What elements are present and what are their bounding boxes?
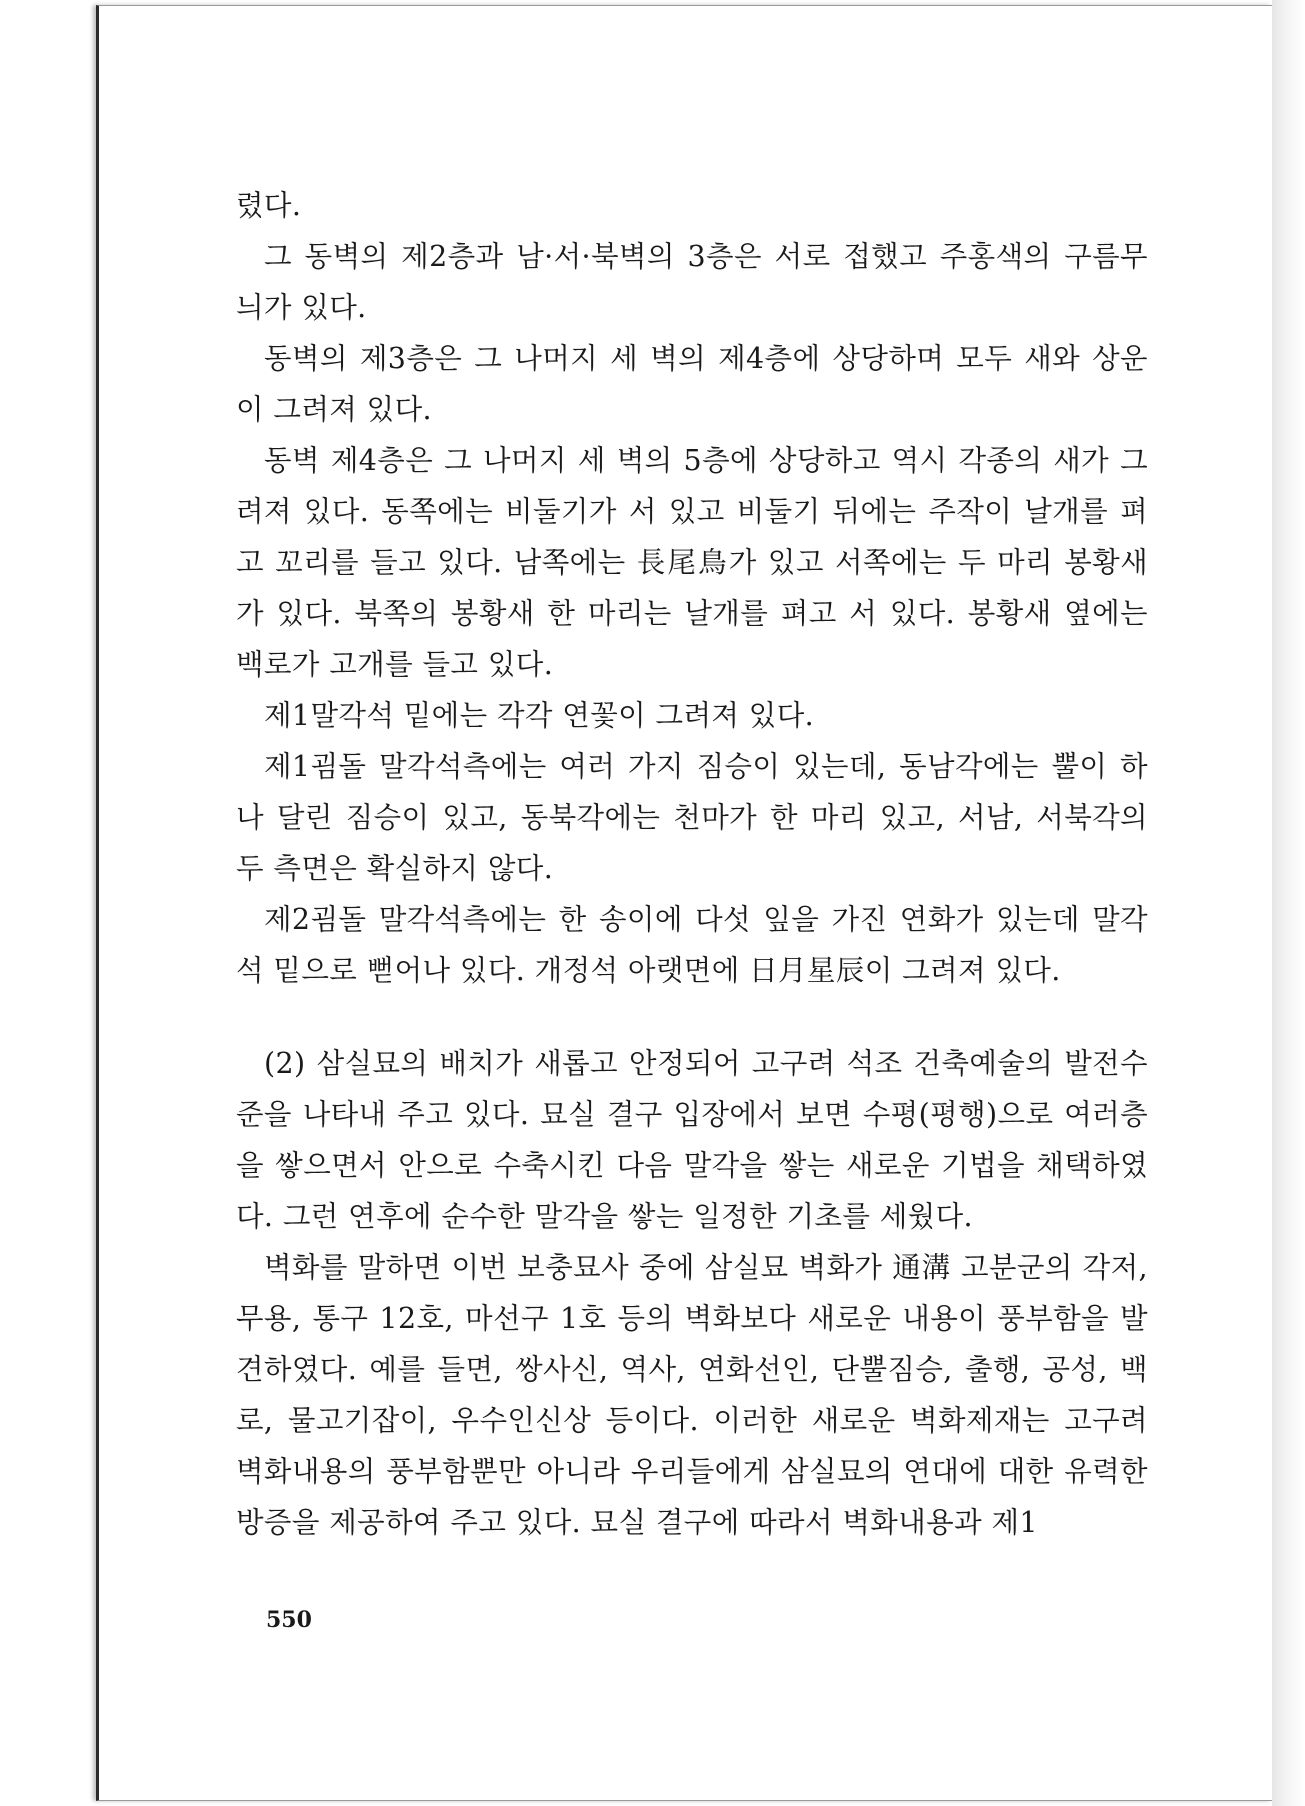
- paragraph-1: 렸다.: [236, 189, 302, 222]
- paragraph-6: 제1굄돌 말각석측에는 여러 가지 짐승이 있는데, 동남각에는 뿔이 하나 달린 짐승이 있고, 동북각에는 천마가 한 마리 있고, 서남, 서북각의 두 측면은 확실하지 않다.: [236, 750, 1148, 885]
- paragraph-8: (2) 삼실묘의 배치가 새롭고 안정되어 고구려 석조 건축예술의 발전수준을 나타내 주고 있다. 묘실 결구 입장에서 보면 수평(평행)으로 여러층을 쌓으면서 안으로 수축시킨 다음 말각을 쌓는 새로운 기법을 채택하였다. 그런 연후에 순수한 말각을 쌓는 일정한 기초를 세웠다.: [236, 1047, 1148, 1233]
- paragraph-2: 그 동벽의 제2층과 남·서·북벽의 3층은 서로 접했고 주홍색의 구름무늬가 있다.: [236, 240, 1148, 324]
- paragraph-5: 제1말각석 밑에는 각각 연꽃이 그려져 있다.: [264, 699, 815, 732]
- body-text: [236, 180, 1148, 1548]
- paragraph-9: 벽화를 말하면 이번 보충묘사 중에 삼실묘 벽화가 通溝 고분군의 각저, 무용, 통구 12호, 마선구 1호 등의 벽화보다 새로운 내용이 풍부함을 발견하였다. 예를 들면, 쌍사신, 역사, 연화선인, 단뿔짐승, 출행, 공성, 백로, 물고기잡이, 우수인신상 등이다. 이러한 새로운 벽화제재는 고구려 벽화내용의 풍부함뿐만 아니라 우리들에게 삼실묘의 연대에 대한 유력한 방증을 제공하여 주고 있다. 묘실 결구에 따라서 벽화내용과 제1: [236, 1251, 1148, 1539]
- viewer-left-margin: [0, 0, 92, 1806]
- paragraph-7: 제2굄돌 말각석측에는 한 송이에 다섯 잎을 가진 연화가 있는데 말각석 밑으로 뻗어나 있다. 개정석 아랫면에 日月星辰이 그려져 있다.: [236, 903, 1148, 987]
- paragraph-3: 동벽의 제3층은 그 나머지 세 벽의 제4층에 상당하며 모두 새와 상운이 그려져 있다.: [236, 342, 1148, 426]
- paragraph-4: 동벽 제4층은 그 나머지 세 벽의 5층에 상당하고 역시 각종의 새가 그려져 있다. 동쪽에는 비둘기가 서 있고 비둘기 뒤에는 주작이 날개를 펴고 꼬리를 들고 있다. 남쪽에는 長尾鳥가 있고 서쪽에는 두 마리 봉황새가 있다. 북쪽의 봉황새 한 마리는 날개를 펴고 서 있다. 봉황새 옆에는 백로가 고개를 들고 있다.: [236, 444, 1148, 681]
- next-page-edge: [1272, 0, 1305, 1806]
- page-number: 550: [266, 1607, 312, 1633]
